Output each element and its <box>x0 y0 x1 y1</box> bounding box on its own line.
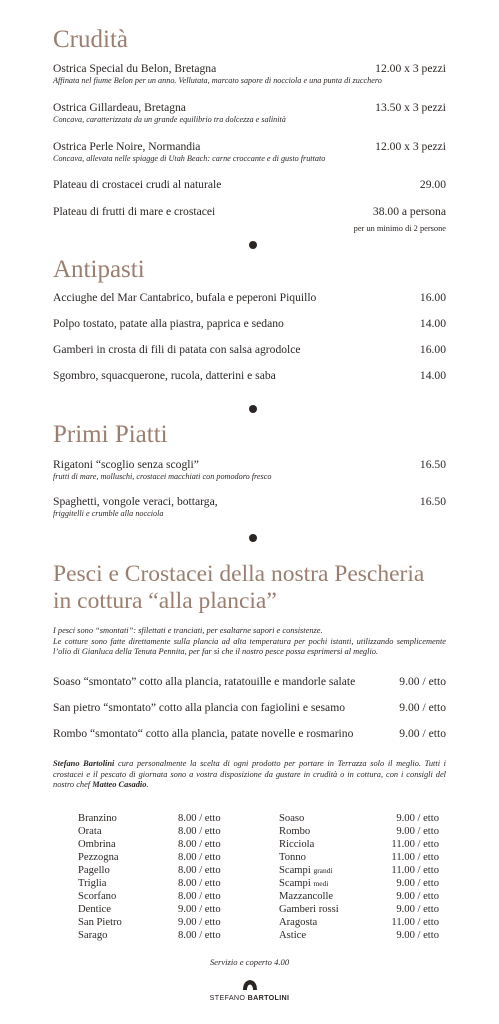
menu-item <box>53 140 446 164</box>
chef-name: Matteo Casadio <box>92 780 147 789</box>
item-description: Concava, caratterizzata da un grande equilibrio tra dolcezza e salinità <box>53 115 286 124</box>
fish-price: 9.00 / etto <box>396 813 439 824</box>
paragraph-end: . <box>146 780 149 789</box>
item-price: 12.00 x 3 pezzi <box>375 140 446 153</box>
separator-dot <box>249 534 257 542</box>
menu-item <box>53 675 446 689</box>
item-price: 9.00 / etto <box>399 675 446 688</box>
fish-name: Pagello <box>78 865 110 876</box>
item-description: frutti di mare, molluschi, crostacei macchiati con pomodoro fresco <box>53 472 272 481</box>
item-description: Affinata nel fiume Belon per un anno. Vellutata, marcato sapore di nocciola e una punta di zucchero <box>53 76 382 85</box>
fish-list-right <box>279 812 439 942</box>
menu-item <box>53 369 446 383</box>
fish-price: 9.00 / etto <box>396 930 439 941</box>
separator-dot <box>249 405 257 413</box>
fish-price: 11.00 / etto <box>391 852 439 863</box>
fish-name: Sarago <box>78 930 108 941</box>
fish-row <box>279 825 439 838</box>
section-title-pesci <box>53 561 424 615</box>
fish-price: 8.00 / etto <box>178 839 221 850</box>
fish-row <box>78 877 238 890</box>
fish-price: 8.00 / etto <box>178 813 221 824</box>
fish-name: Pezzogna <box>78 852 119 863</box>
fish-size: medi <box>313 879 329 888</box>
fish-row <box>279 864 439 877</box>
item-note: per un minimo di 2 persone <box>353 224 446 233</box>
item-description: friggitelli e crumble alla nocciola <box>53 509 164 518</box>
fish-price: 11.00 / etto <box>391 839 439 850</box>
logo-second: BARTOLINI <box>247 993 290 1002</box>
fish-name: Mazzancolle <box>279 891 334 902</box>
item-name: Ostrica Special du Belon, Bretagna <box>53 62 217 75</box>
item-price: 14.00 <box>419 317 446 330</box>
item-name: Soaso “smontato” cotto alla plancia, ratatouille e mandorle salate <box>53 675 356 688</box>
fish-name: Tonno <box>279 852 306 863</box>
section-title-line: Pesci e Crostacei della nostra Pescheria <box>53 561 425 587</box>
fish-row <box>78 812 238 825</box>
fish-size: grandi <box>313 866 333 875</box>
item-name: Rigatoni “scoglio senza scogli” <box>53 458 199 471</box>
menu-item <box>53 205 446 219</box>
fish-name: Scampi <box>279 878 311 889</box>
fish-price: 8.00 / etto <box>178 878 221 889</box>
chef-paragraph <box>53 759 446 791</box>
section-title-primi: Primi Piatti <box>53 421 168 448</box>
fish-row <box>279 838 439 851</box>
brand-logo <box>0 979 499 1002</box>
item-price: 14.00 <box>419 369 446 382</box>
fish-name: Rombo <box>279 826 311 837</box>
chef-name-owner: Stefano Bartolini <box>53 759 115 768</box>
item-name: Plateau di crostacei crudi al naturale <box>53 178 222 191</box>
menu-item <box>53 62 446 86</box>
fish-row <box>78 864 238 877</box>
item-description: Concava, allevata nelle spiagge di Utah Beach: carne croccante e di gusto fruttato <box>53 154 326 163</box>
fish-name: Triglia <box>78 878 107 889</box>
fish-price: 9.00 / etto <box>178 917 221 928</box>
menu-item <box>53 317 446 331</box>
menu-item <box>53 178 446 192</box>
item-price: 29.00 <box>419 178 446 191</box>
fish-name: Aragosta <box>279 917 318 928</box>
fish-price: 8.00 / etto <box>178 852 221 863</box>
fish-price: 9.00 / etto <box>396 878 439 889</box>
fish-price: 11.00 / etto <box>391 917 439 928</box>
fish-price: 9.00 / etto <box>178 904 221 915</box>
intro-paragraph: Le cotture sono fatte direttamente sulla plancia ad alta temperatura per pochi istanti, utilizzando semplicemente l’olio di Gianluca della Tenuta Pennita, per far sì che il nostro pesce possa esprimersi al meglio. <box>53 636 446 656</box>
menu-item <box>53 495 446 519</box>
fish-row <box>279 903 439 916</box>
item-price: 9.00 / etto <box>399 727 446 740</box>
item-price: 12.00 x 3 pezzi <box>375 62 446 75</box>
fish-row <box>279 916 439 929</box>
fish-row <box>279 851 439 864</box>
fish-row <box>78 929 238 942</box>
cooking-intro <box>53 626 446 658</box>
item-name: Gamberi in crosta di fili di patata con salsa agrodolce <box>53 343 301 356</box>
fish-name: Scampi <box>279 865 311 876</box>
logo-wordmark <box>0 993 499 1002</box>
menu-item <box>53 291 446 305</box>
fish-price: 9.00 / etto <box>396 826 439 837</box>
fish-row <box>78 890 238 903</box>
section-title-antipasti: Antipasti <box>53 256 145 283</box>
fish-name: Soaso <box>279 813 305 824</box>
logo-first: STEFANO <box>209 993 246 1002</box>
fish-row <box>78 825 238 838</box>
service-charge: Servizio e coperto 4.00 <box>209 957 290 967</box>
fish-name: Scorfano <box>78 891 117 902</box>
intro-line: I pesci sono “smontati”: sfilettati e tranciati, per esaltarne sapori e consistenze. <box>53 626 323 635</box>
fish-name: Ricciola <box>279 839 315 850</box>
separator-dot <box>249 241 257 249</box>
item-name: Spaghetti, vongole veraci, bottarga, <box>53 495 218 508</box>
item-price: 38.00 a persona <box>372 205 446 218</box>
fish-row <box>279 929 439 942</box>
item-name: Sgombro, squacquerone, rucola, datterini e saba <box>53 369 276 382</box>
fish-price: 8.00 / etto <box>178 826 221 837</box>
fish-name: Astice <box>279 930 307 941</box>
menu-item <box>53 101 446 125</box>
fish-price: 8.00 / etto <box>178 865 221 876</box>
fish-row <box>279 890 439 903</box>
fish-row <box>279 812 439 825</box>
item-name: Ostrica Gillardeau, Bretagna <box>53 101 186 114</box>
fish-row <box>78 903 238 916</box>
item-price: 16.00 <box>419 291 446 304</box>
item-price: 13.50 x 3 pezzi <box>375 101 446 114</box>
fish-row <box>78 838 238 851</box>
item-price: 9.00 / etto <box>399 701 446 714</box>
menu-item <box>53 458 446 482</box>
fish-name: Orata <box>78 826 102 837</box>
item-name: Ostrica Perle Noire, Normandia <box>53 140 201 153</box>
fish-price: 8.00 / etto <box>178 891 221 902</box>
fish-name: San Pietro <box>78 917 122 928</box>
item-name: Acciughe del Mar Cantabrico, bufala e peperoni Piquillo <box>53 291 317 304</box>
fish-name: Ombrina <box>78 839 116 850</box>
item-price: 16.50 <box>419 495 446 508</box>
fish-name: Gamberi rossi <box>279 904 339 915</box>
fish-row <box>78 916 238 929</box>
section-title-crudita: Crudità <box>53 26 128 53</box>
fish-name: Branzino <box>78 813 117 824</box>
item-name: Rombo “smontato“ cotto alla plancia, patate novelle e rosmarino <box>53 727 354 740</box>
paragraph-text: cura personalmente la scelta di ogni prodotto per portare in Terrazza solo il meglio. Tutti i crostacei e il pescato di giornata sono a vostra disposizione da gustare in crudità o in cottura, con i consigli del nostro chef <box>53 759 446 789</box>
item-name: San pietro “smontato” cotto alla plancia con fagiolini e sesamo <box>53 701 346 714</box>
fish-price: 8.00 / etto <box>178 930 221 941</box>
menu-item <box>53 343 446 357</box>
fish-name: Dentice <box>78 904 111 915</box>
fish-price: 9.00 / etto <box>396 904 439 915</box>
item-name: Polpo tostato, patate alla piastra, paprica e sedano <box>53 317 284 330</box>
fish-list-left <box>78 812 238 942</box>
logo-mark-icon <box>242 979 258 991</box>
item-name: Plateau di frutti di mare e crostacei <box>53 205 216 218</box>
menu-item <box>53 701 446 715</box>
fish-row <box>279 877 439 890</box>
item-price: 16.50 <box>419 458 446 471</box>
item-price: 16.00 <box>419 343 446 356</box>
fish-price: 11.00 / etto <box>391 865 439 876</box>
fish-price: 9.00 / etto <box>396 891 439 902</box>
section-title-line: in cottura “alla plancia” <box>53 588 277 614</box>
fish-row <box>78 851 238 864</box>
menu-item <box>53 727 446 741</box>
